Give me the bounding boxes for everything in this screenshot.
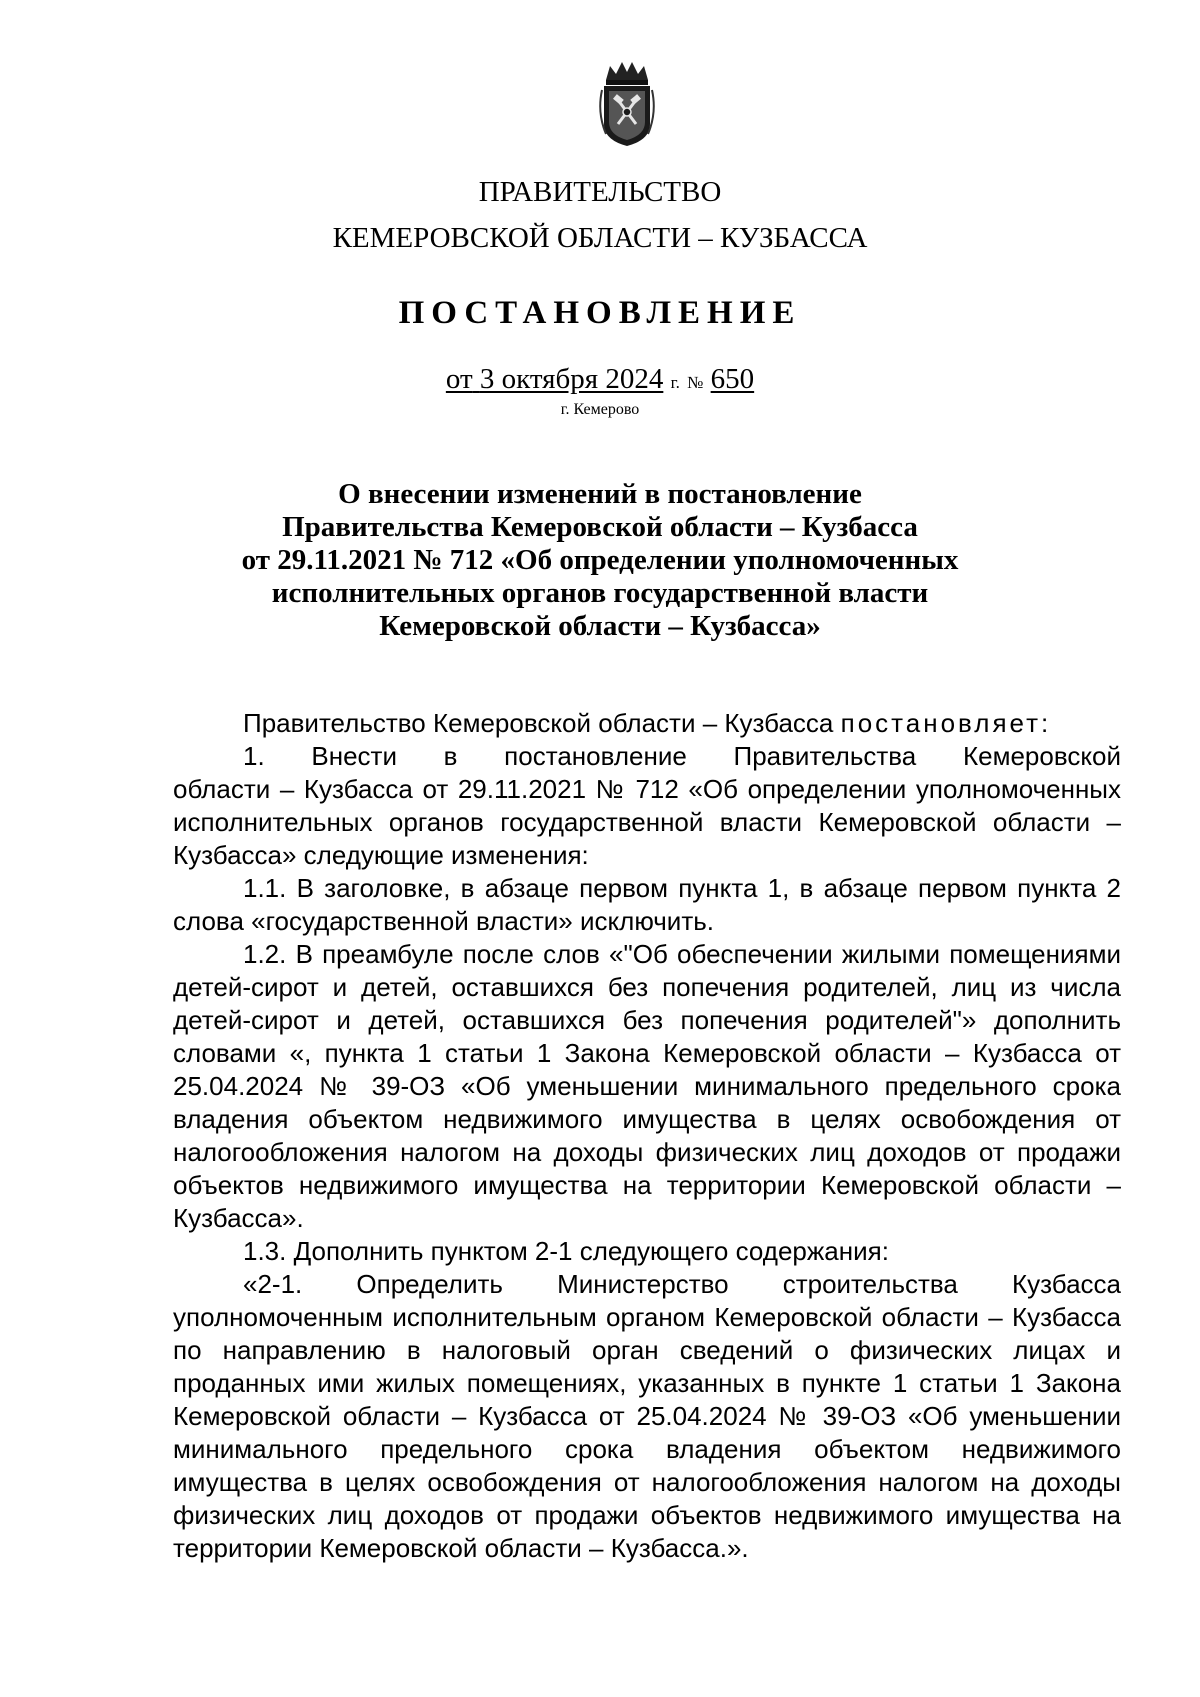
title-line: О внесении изменений в постановление bbox=[338, 478, 862, 510]
document-type: ПОСТАНОВЛЕНИЕ bbox=[398, 295, 802, 331]
document-date-prefix: от bbox=[445, 363, 473, 395]
title-line: от 29.11.2021 № 712 «Об определении уполномоченных bbox=[241, 544, 959, 576]
title-line: Правительства Кемеровской области – Кузбасса bbox=[282, 511, 918, 543]
paragraph-1-1: 1.1. В заголовке, в абзаце первом пункта 1, в абзаце первом пункта 2 слова «государственной власти» исключить. bbox=[173, 873, 1121, 936]
government-name-line1: ПРАВИТЕЛЬСТВО bbox=[478, 176, 722, 208]
title-line: исполнительных органов государственной власти bbox=[271, 577, 929, 609]
paragraph-2-1: «2-1. Определить Министерство строительства Кузбасса уполномоченным исполнительным органом Кемеровской области – Кузбасса по направлению в налоговый орган сведений о физических лицах и проданных ими жилых помещениях, указанных в пункте 1 статьи 1 Закона Кемеровской области – Кузбасса от 25.04.2024 № 39-ОЗ «Об уменьшении минимального предельного срока владения объектом недвижимого имущества в целях освобождения от налогообложения налогом на доходы физических лиц доходов от продажи объектов недвижимого имущества на территории Кемеровской области – Кузбасса.». bbox=[173, 1269, 1121, 1563]
kuzbass-coat-of-arms-icon bbox=[596, 58, 658, 148]
document-date: 3 октября 2024 bbox=[479, 363, 664, 395]
preamble-decree-word: постановляет: bbox=[840, 708, 1052, 738]
title-line: Кемеровской области – Кузбасса» bbox=[379, 610, 821, 642]
document-date-line bbox=[0, 362, 1200, 400]
paragraph-1-3: 1.3. Дополнить пунктом 2-1 следующего содержания: bbox=[243, 1236, 889, 1266]
government-name-line2: КЕМЕРОВСКОЙ ОБЛАСТИ – КУЗБАССА bbox=[332, 222, 868, 254]
preamble-paragraph bbox=[173, 707, 1121, 740]
document-number: 650 bbox=[710, 363, 755, 395]
document-title bbox=[0, 478, 1200, 643]
document-city: г. Кемерово bbox=[560, 401, 640, 418]
document-body bbox=[173, 707, 1121, 1565]
year-suffix: г. bbox=[670, 373, 680, 392]
paragraph-1-text: области – Кузбасса от 29.11.2021 № 712 «Об определении уполномоченных исполнительных органов государственной власти Кемеровской области – Кузбасса» следующие изменения: bbox=[173, 774, 1121, 870]
paragraph-1-first-line: 1. Внести в постановление Правительства Кемеровской bbox=[243, 741, 1121, 771]
preamble-text: Правительство Кемеровской области – Кузбасса bbox=[243, 708, 834, 738]
number-sign: № bbox=[687, 373, 704, 392]
paragraph-1-2: 1.2. В преамбуле после слов «"Об обеспечении жилыми помещениями детей-сирот и детей, оставшихся без попечения родителей, лиц из числа детей-сирот и детей, оставшихся без попечения родителей"» дополнить словами «, пункта 1 статьи 1 Закона Кемеровской области – Кузбасса от 25.04.2024 № 39-ОЗ «Об уменьшении минимального предельного срока владения объектом недвижимого имущества в целях освобождения от налогообложения налогом на доходы физических лиц доходов от продажи объектов недвижимого имущества на территории Кемеровской области – Кузбасса». bbox=[173, 939, 1121, 1233]
